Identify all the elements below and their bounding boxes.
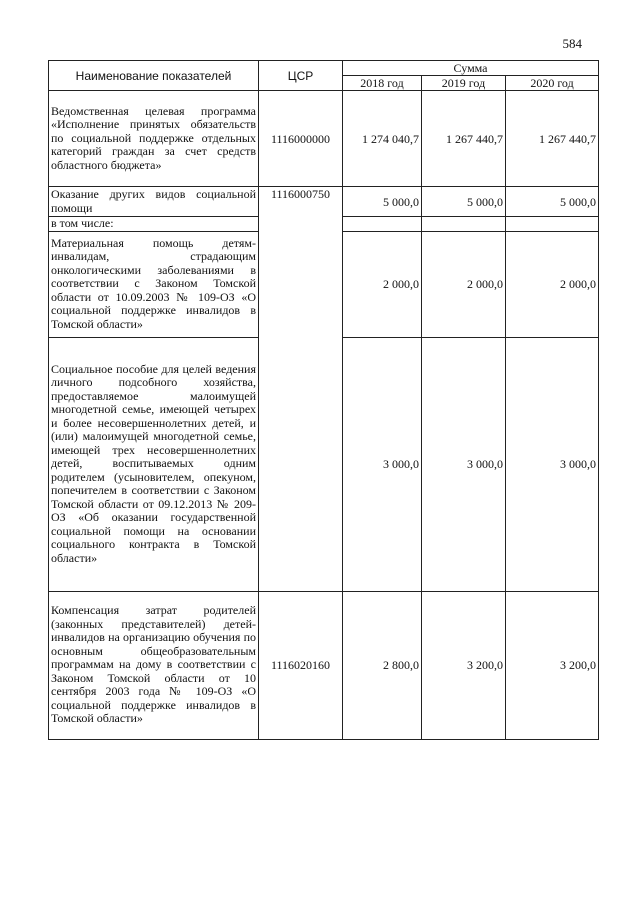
- column-header-year-2020: 2020 год: [506, 76, 599, 91]
- row-value-2019: 3 200,0: [422, 591, 506, 739]
- row-value-2020: [506, 217, 599, 232]
- row-value-2020: 1 267 440,7: [506, 91, 599, 187]
- row-csr: 1116000000: [259, 91, 343, 187]
- row-value-2020: 3 000,0: [506, 337, 599, 591]
- row-value-2019: 2 000,0: [422, 231, 506, 337]
- row-value-2019: 5 000,0: [422, 187, 506, 217]
- row-value-2020: 3 200,0: [506, 591, 599, 739]
- table-row: [49, 591, 599, 739]
- row-csr: 1116000750: [259, 187, 343, 592]
- budget-table: [48, 60, 599, 740]
- row-value-2020: 5 000,0: [506, 187, 599, 217]
- row-csr: 1116020160: [259, 591, 343, 739]
- column-header-name: Наименование показателей: [49, 61, 259, 91]
- table-row: [49, 187, 599, 217]
- table-row: [49, 91, 599, 187]
- column-header-year-2018: 2018 год: [343, 76, 422, 91]
- row-name: в том числе:: [49, 217, 259, 232]
- page-number: 584: [562, 36, 582, 51]
- row-value-2018: 3 000,0: [343, 337, 422, 591]
- row-name: Материальная помощь детям-инвалидам, страдающим онкологическими заболеваниями в соответствии с Законом Томской области от 10.09.2003 № 109-ОЗ «О социальной поддержке инвалидов в Томской области»: [49, 231, 259, 337]
- row-value-2020: 2 000,0: [506, 231, 599, 337]
- table-header-row: [49, 61, 599, 76]
- row-value-2018: 1 274 040,7: [343, 91, 422, 187]
- row-value-2018: 2 000,0: [343, 231, 422, 337]
- column-header-sum: Сумма: [343, 61, 599, 76]
- row-name: Оказание других видов социальной помощи: [49, 187, 259, 217]
- column-header-year-2019: 2019 год: [422, 76, 506, 91]
- row-value-2018: 2 800,0: [343, 591, 422, 739]
- row-value-2019: 1 267 440,7: [422, 91, 506, 187]
- row-value-2018: [343, 217, 422, 232]
- row-value-2019: 3 000,0: [422, 337, 506, 591]
- row-name: Ведомственная целевая программа «Исполнение принятых обязательств по социальной поддержке отдельных категорий граждан за счет средств областного бюджета»: [49, 91, 259, 187]
- column-header-csr: ЦСР: [259, 61, 343, 91]
- row-name: Компенсация затрат родителей (законных представителей) детей-инвалидов на организацию обучения по основным общеобразовательным программам на дому в соответствии с Законом Томской области от 10 сентября 2003 года № 109-ОЗ «О социальной поддержке инвалидов в Томской области»: [49, 591, 259, 739]
- row-name: Социальное пособие для целей ведения личного подсобного хозяйства, предоставляемое малоимущей многодетной семье, имеющей четырех и более несовершеннолетних детей, и (или) малоимущей многодетной семье, имеющей трех несовершеннолетних детей, воспитываемых одним родителем (усыновителем, опекуном, попечителем в соответствии с Законом Томской области от 09.12.2013 № 209-ОЗ «Об оказании государственной социальной помощи на основании социального контракта в Томской области»: [49, 337, 259, 591]
- row-value-2018: 5 000,0: [343, 187, 422, 217]
- row-value-2019: [422, 217, 506, 232]
